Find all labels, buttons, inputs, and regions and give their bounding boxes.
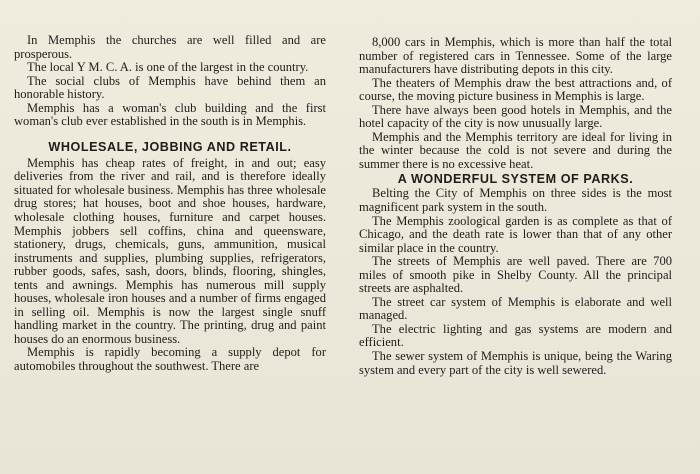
paragraph-ymca: The local Y M. C. A. is one of the largest in the country. <box>27 60 309 75</box>
paragraph-freight: Memphis has cheap rates of freight, in and out; easy deliveries from the river and rail, and is therefore ideally situated for wholesale business. Memphis has three wholesale drug stores; hat houses, boot and shoe houses, hardware, wholesale clothing houses, furniture and carpet houses. Memphis jobbers sell coffins, china and queensware, stationery, drugs, chemicals, guns, ammunition, musical instruments and supplies, plumbing supplies, refrigerators, rubber goods, safes, sash, doors, blinds, flooring, shingles, tents and awnings. Memphis has numerous mill supply houses, wholesale iron houses and a number of firms engaged in selling oil. Memphis is now the largest single snuff handling market in the country. The printing, drug and paint houses do an enormous business. <box>14 155 326 346</box>
paragraph-zoo: The Memphis zoological garden is as complete as that of Chicago, and the death rate is lower than that of any other similar place in the country. <box>359 213 672 255</box>
paragraph-sewer: The sewer system of Memphis is unique, being the Waring system and every part of the city is well sewered. <box>359 349 672 377</box>
left-column <box>14 34 326 374</box>
paragraph-streets: The streets of Memphis are well paved. There are 700 miles of smooth pike in Shelby County. All the principal streets are asphalted. <box>359 254 672 296</box>
paragraph-womans-club: Memphis has a woman's club building and the first woman's club ever established in the south is in Memphis. <box>14 100 326 129</box>
paragraph-theaters: The theaters of Memphis draw the best attractions and, of course, the moving picture business in Memphis is large. <box>359 75 672 104</box>
heading-parks: A WONDERFUL SYSTEM OF PARKS. <box>397 172 634 187</box>
paragraph-park-belt: Belting the City of Memphis on three sides is the most magnificent park system in the south. <box>359 186 672 215</box>
heading-wholesale: WHOLESALE, JOBBING AND RETAIL. <box>48 139 292 154</box>
paragraph-social-clubs: The social clubs of Memphis have behind them an honorable history. <box>14 73 326 102</box>
right-column <box>359 36 672 377</box>
paragraph-cars: 8,000 cars in Memphis, which is more than half the total number of registered cars in Tennessee. Some of the large manufacturers have distributing depots in this city. <box>359 35 672 77</box>
paragraph-lighting: The electric lighting and gas systems are modern and efficient. <box>359 321 672 350</box>
paragraph-automobiles: Memphis is rapidly becoming a supply depot for automobiles throughout the southwest. There are <box>14 345 326 374</box>
paragraph-hotels: There have always been good hotels in Memphis, and the hotel capacity of the city is now unusually large. <box>359 102 672 131</box>
paragraph-climate: Memphis and the Memphis territory are ideal for living in the winter because the cold is not severe and during the summer there is no excessive heat. <box>359 129 672 171</box>
paragraph-street-cars: The street car system of Memphis is elaborate and well managed. <box>359 294 672 323</box>
paragraph-churches: In Memphis the churches are well filled and are prosperous. <box>14 33 326 61</box>
